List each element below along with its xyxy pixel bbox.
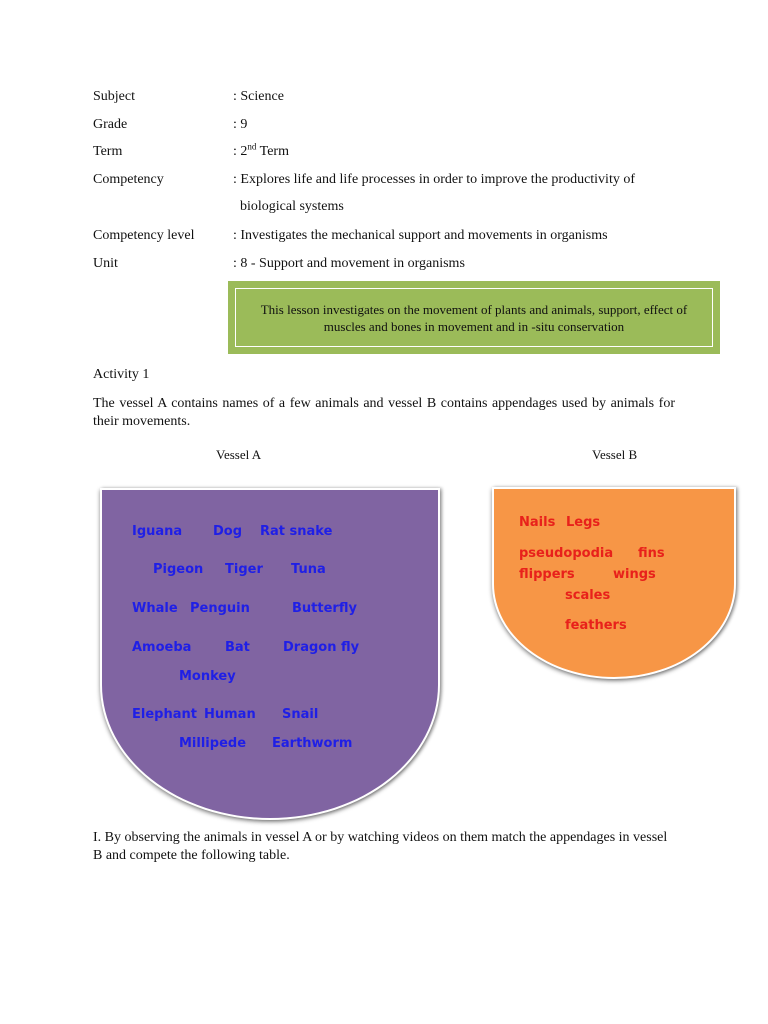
animal-item: Iguana: [132, 524, 183, 539]
appendage-item: scales: [565, 588, 611, 603]
grade-value: : 9: [233, 117, 248, 132]
animal-item: Penguin: [190, 601, 250, 616]
animal-item: Amoeba: [132, 640, 192, 655]
appendage-item: fins: [638, 546, 665, 561]
animal-item: Pigeon: [153, 562, 204, 577]
animal-item: Human: [204, 707, 256, 722]
grade-label: Grade: [93, 117, 128, 132]
term-value-prefix: : 2: [233, 144, 248, 159]
animal-item: Whale: [132, 601, 178, 616]
appendage-item: wings: [613, 567, 656, 582]
animal-item: Butterfly: [292, 601, 357, 616]
term-value: [233, 141, 289, 160]
appendage-item: Legs: [566, 515, 601, 530]
competency-label: Competency: [93, 172, 164, 187]
animal-item: Earthworm: [272, 736, 353, 751]
vessel-b-label: Vessel B: [592, 447, 638, 462]
animal-item: Elephant: [132, 707, 197, 722]
subject-label: Subject: [93, 89, 135, 104]
appendage-item: Nails: [519, 515, 556, 530]
animal-item: Dog: [213, 524, 243, 539]
competency-level-value: : Investigates the mechanical support and movements in organisms: [233, 228, 608, 243]
appendage-item: pseudopodia: [519, 546, 614, 561]
animal-item: Bat: [225, 640, 250, 655]
animal-item: Tiger: [225, 562, 263, 577]
competency-level-label: Competency level: [93, 228, 195, 243]
subject-value: : Science: [233, 89, 284, 104]
activity-description: The vessel A contains names of a few animals and vessel B contains appendages used by animals for their movements.: [93, 396, 675, 429]
question-text: I. By observing the animals in vessel A or by watching videos on them match the appendages in vessel B and compete the following table.: [93, 830, 668, 863]
animal-item: Monkey: [179, 669, 236, 684]
appendage-item: flippers: [519, 567, 575, 582]
animal-item: Snail: [282, 707, 319, 722]
lesson-summary-text: This lesson investigates on the movement of plants and animals, support, effect of muscles and bones in movement and in -situ conservation: [235, 288, 713, 347]
unit-value: : 8 - Support and movement in organisms: [233, 256, 465, 271]
animal-item: Rat snake: [260, 524, 333, 539]
animal-item: Dragon fly: [283, 640, 360, 655]
competency-value: : Explores life and life processes in order to improve the productivity of: [233, 172, 636, 187]
unit-label: Unit: [93, 256, 118, 271]
lesson-summary-box: [228, 281, 720, 354]
competency-continuation: biological systems: [240, 199, 344, 214]
term-label: Term: [93, 144, 123, 159]
animal-item: Millipede: [179, 736, 247, 751]
animal-item: Tuna: [291, 562, 326, 577]
vessel-a-label: Vessel A: [216, 447, 262, 462]
term-value-suffix: Term: [256, 144, 289, 159]
appendage-item: feathers: [565, 618, 627, 633]
term-value-superscript: nd: [247, 141, 257, 152]
activity-title: Activity 1: [93, 367, 150, 382]
